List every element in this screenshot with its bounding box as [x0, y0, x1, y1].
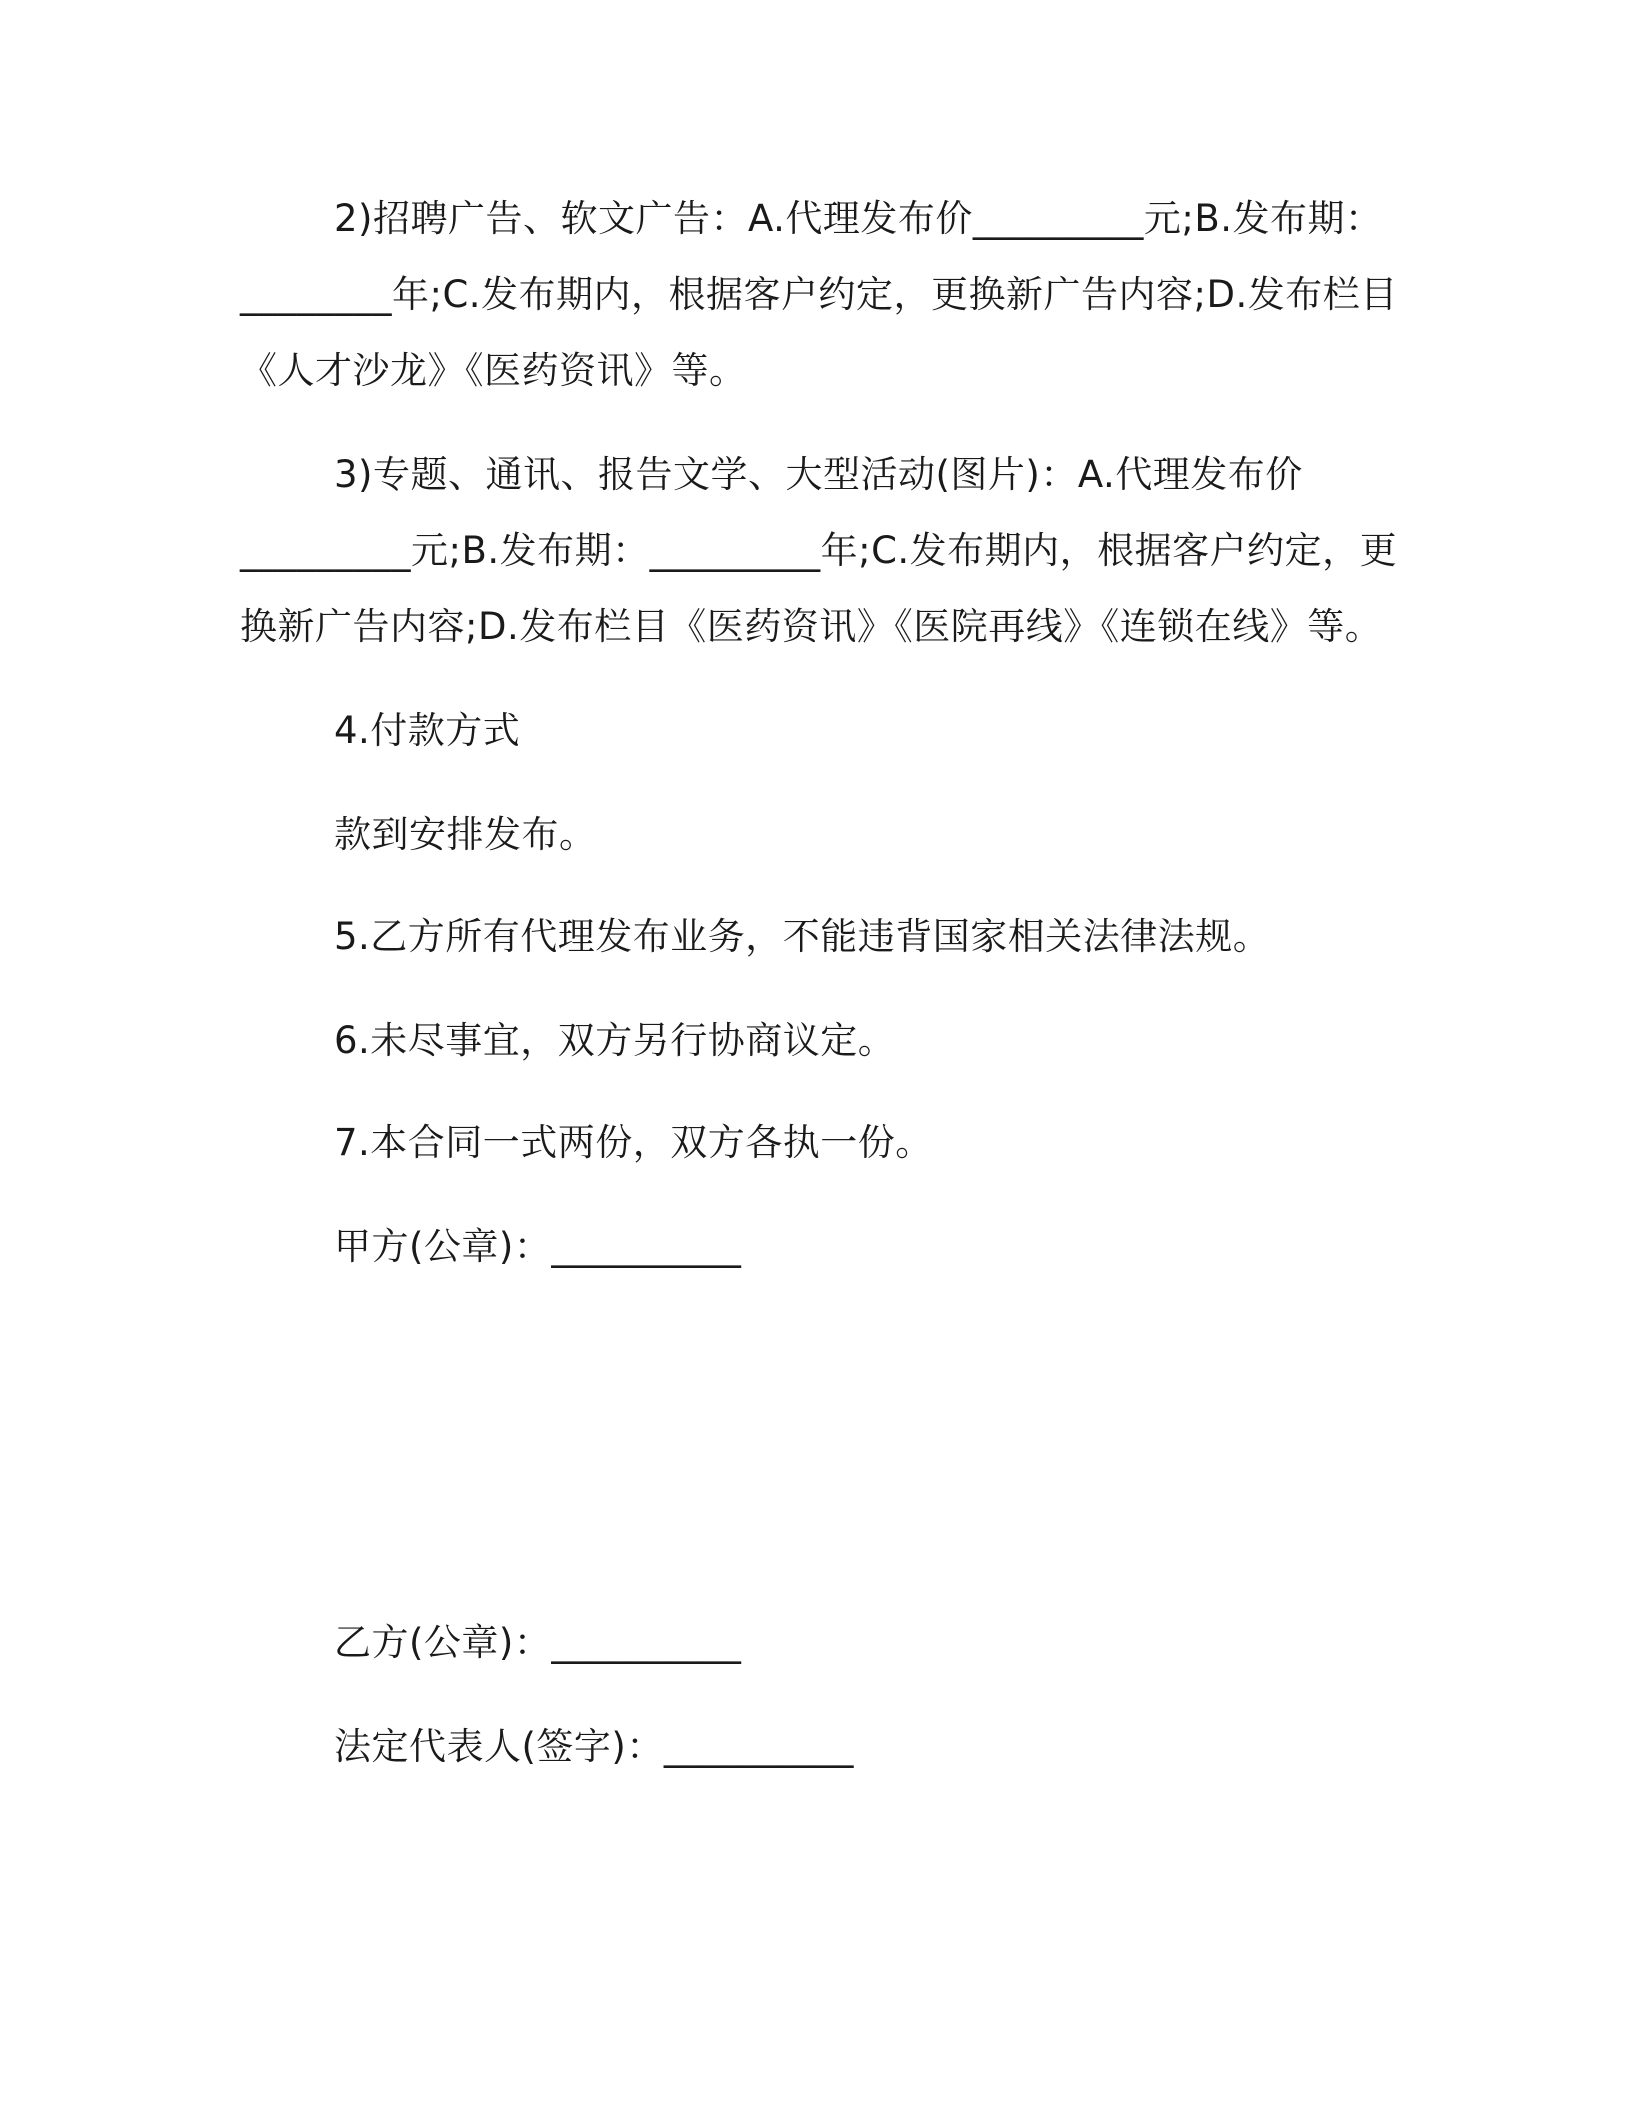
para-3-line-1: 3)专题、通讯、报告文学、大型活动(图片)：A.代理发布价: [334, 453, 1303, 496]
clause-4-title: 4.付款方式: [334, 709, 521, 752]
clause-6: 6.未尽事宜，双方另行协商议定。: [334, 1019, 896, 1062]
para-3-line-3: 换新广告内容;D.发布栏目《医药资讯》《医院再线》《连锁在线》等。: [240, 605, 1383, 648]
clause-4-body: 款到安排发布。: [334, 813, 597, 856]
clause-5: 5.乙方所有代理发布业务，不能违背国家相关法律法规。: [334, 915, 1271, 958]
legal-representative-signature: 法定代表人(签字)：__________: [334, 1725, 854, 1768]
clause-7: 7.本合同一式两份，双方各执一份。: [334, 1121, 933, 1164]
para-2-line-3: 《人才沙龙》《医药资讯》等。: [240, 349, 747, 392]
para-3-line-2: _________元;B.发布期：_________年;C.发布期内，根据客户约定，更: [240, 529, 1398, 572]
para-2-line-1: 2)招聘广告、软文广告：A.代理发布价_________元;B.发布期：: [334, 197, 1383, 240]
party-a-seal: 甲方(公章)：__________: [334, 1225, 742, 1268]
para-2-line-2: ________年;C.发布期内，根据客户约定，更换新广告内容;D.发布栏目: [240, 273, 1398, 316]
party-b-seal: 乙方(公章)：__________: [334, 1621, 742, 1664]
